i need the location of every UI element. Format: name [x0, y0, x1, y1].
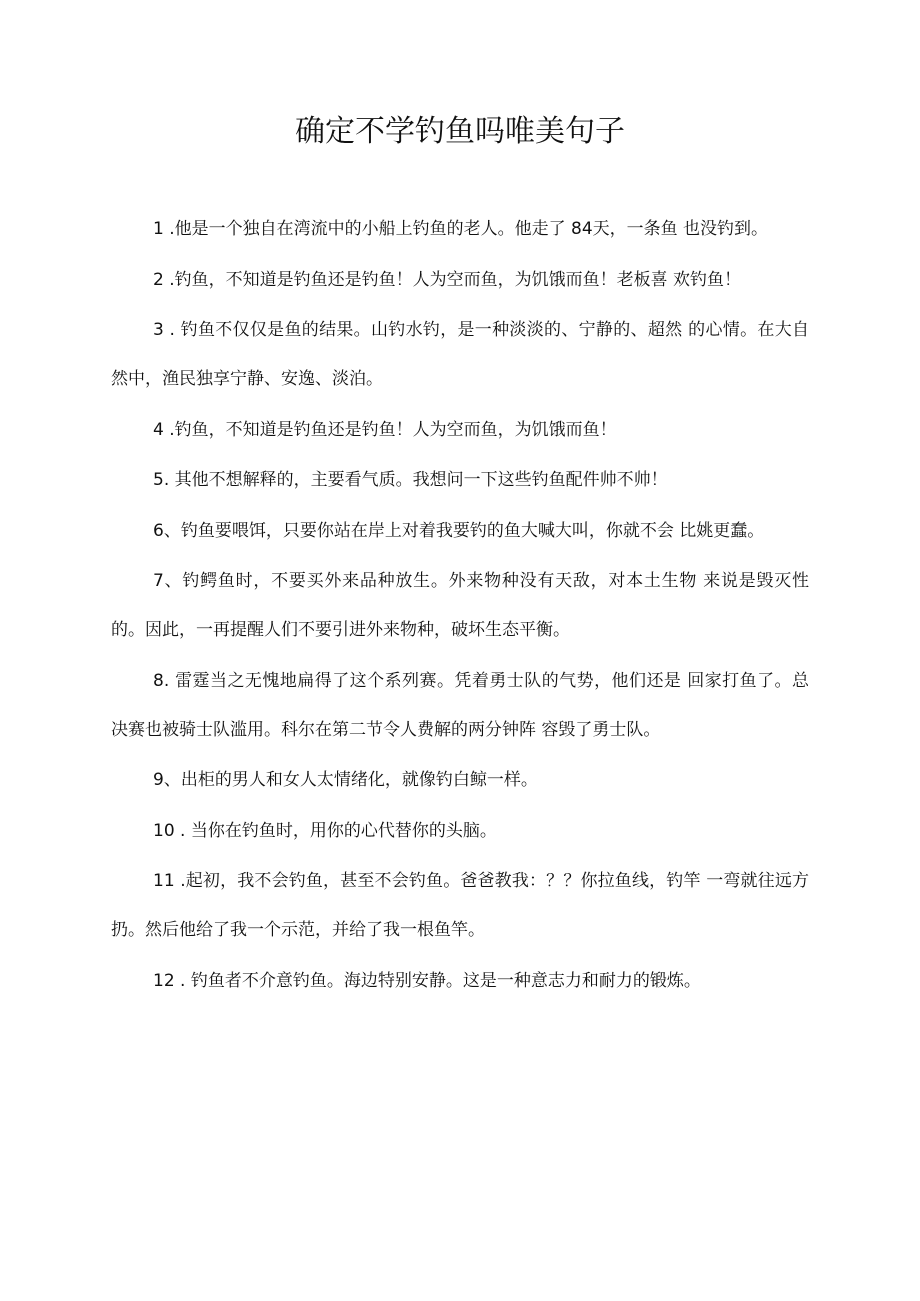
paragraph-4: 4 .钓鱼，不知道是钓鱼还是钓鱼！人为空而鱼，为饥饿而鱼！ — [153, 419, 617, 440]
paragraph-10: 10 . 当你在钓鱼时，用你的心代替你的头脑。 — [153, 820, 497, 841]
paragraph-2: 2 .钓鱼，不知道是钓鱼还是钓鱼！人为空而鱼，为饥饿而鱼！老板喜 欢钓鱼！ — [153, 269, 742, 290]
paragraph-6: 6、钓鱼要喂饵，只要你站在岸上对着我要钓的鱼大喊大叫，你就不会 比姚更蠢。 — [153, 520, 765, 541]
paragraph-8: 8. 雷霆当之无愧地扁得了这个系列赛。凭着勇士队的气势，他们还是 回家打鱼了。总决赛也被骑士队滥用。科尔在第二节令人费解的两分钟阵 容毁了勇士队。 — [111, 670, 809, 740]
paragraph-7: 7、钓鳄鱼时，不要买外来品种放生。外来物种没有天敌，对本土生物 来说是毁灭性的。因此，一再提醒人们不要引进外来物种，破坏生态平衡。 — [111, 571, 809, 640]
paragraph-5: 5. 其他不想解释的，主要看气质。我想问一下这些钓鱼配件帅不帅！ — [153, 470, 668, 490]
paragraph-12: 12 . 钓鱼者不介意钓鱼。海边特别安静。这是一种意志力和耐力的锻炼。 — [153, 970, 701, 991]
paragraph-9: 9、出柜的男人和女人太情绪化，就像钓白鲸一样。 — [153, 770, 538, 790]
paragraph-3: 3 . 钓鱼不仅仅是鱼的结果。山钓水钓，是一种淡淡的、宁静的、超然 的心情。在大自然中，渔民独享宁静、安逸、淡泊。 — [111, 320, 809, 389]
document-body — [111, 205, 809, 1007]
paragraph-1: 1 .他是一个独自在湾流中的小船上钓鱼的老人。他走了 84天，一条鱼 也没钓到。 — [153, 219, 769, 239]
paragraph-11: 11 .起初，我不会钓鱼，甚至不会钓鱼。爸爸教我：？？你拉鱼线，钓竿 一弯就往远方扔。然后他给了我一个示范，并给了我一根鱼竿。 — [111, 871, 809, 940]
document-title: 确定不学钓鱼吗唯美句子 — [295, 114, 625, 149]
